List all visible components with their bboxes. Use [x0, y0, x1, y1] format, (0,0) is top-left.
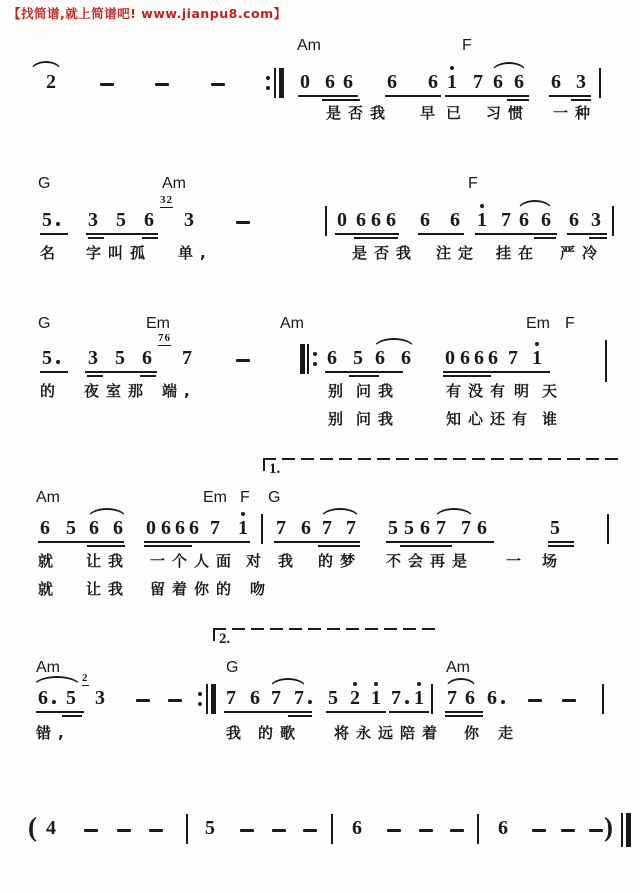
- dotted-note-dot: [52, 700, 56, 704]
- note-digit: 3: [88, 209, 98, 231]
- lyric-text: 将永远陪着: [334, 724, 445, 742]
- dotted-note-dot: [405, 700, 409, 704]
- lyric-text: 单,: [178, 244, 213, 262]
- note-digit: 6: [420, 209, 430, 231]
- note-digit: 6: [460, 347, 470, 369]
- beam-underline: [224, 711, 312, 713]
- duration-dash: [532, 829, 546, 832]
- lyric-text: 端,: [162, 382, 197, 400]
- beam-underline: [335, 233, 399, 235]
- duration-dash: [84, 829, 98, 832]
- note-digit: 6: [465, 687, 475, 709]
- note-digit: 7: [501, 209, 511, 231]
- beam-underline: [274, 541, 360, 543]
- barline: [186, 814, 188, 844]
- volta-label: 1.: [269, 461, 281, 477]
- tie-arc: [517, 200, 553, 211]
- note-digit: 1: [414, 687, 424, 709]
- barline: [431, 684, 433, 714]
- lyric-text: 名: [40, 244, 63, 262]
- repeat-dot: [198, 702, 202, 706]
- lyric-text: 我: [226, 724, 249, 742]
- tie-arc: [434, 508, 474, 519]
- lyric-text: 就: [38, 580, 61, 598]
- grace-notes: 32: [160, 194, 173, 206]
- lyric-text: 你: [464, 724, 487, 742]
- lyric-text: 让我: [86, 580, 131, 598]
- note-digit: 1: [238, 517, 248, 539]
- open-paren: (: [28, 812, 37, 842]
- beam-underline: [144, 545, 192, 547]
- note-digit: 6: [175, 517, 185, 539]
- repeat-end-sign: [279, 68, 284, 98]
- note-digit: 6: [420, 517, 430, 539]
- note-digit: 7: [461, 517, 471, 539]
- duration-dash: [419, 829, 433, 832]
- note-digit: 6: [38, 687, 48, 709]
- note-digit: 3: [95, 687, 105, 709]
- octave-dot: [241, 512, 245, 516]
- beam-underline: [86, 233, 158, 235]
- note-digit: 5: [115, 347, 125, 369]
- beam-underline: [36, 711, 84, 713]
- lyric-text: 不会再是: [386, 552, 475, 570]
- repeat-start-sign: [300, 344, 305, 374]
- beam-underline: [354, 237, 398, 239]
- octave-dot: [374, 682, 378, 686]
- note-digit: 0: [300, 71, 310, 93]
- note-digit: 6: [450, 209, 460, 231]
- beam-underline: [445, 715, 483, 717]
- duration-dash: [450, 829, 464, 832]
- dotted-note-dot: [56, 222, 60, 226]
- lyric-text: 的: [40, 382, 63, 400]
- grace-notes: 2: [82, 672, 89, 684]
- beam-underline: [589, 237, 607, 239]
- note-digit: 2: [350, 687, 360, 709]
- note-digit: 5: [42, 347, 52, 369]
- lyric-text: 明: [514, 382, 537, 400]
- duration-dash: [168, 699, 182, 702]
- lyric-text: 我: [278, 552, 301, 570]
- note-digit: 6: [301, 517, 311, 539]
- tie-arc: [269, 678, 307, 689]
- beam-underline: [88, 237, 104, 239]
- beam-underline: [62, 715, 82, 717]
- note-digit: 6: [514, 71, 524, 93]
- tie-arc: [87, 508, 127, 519]
- barline: [331, 814, 333, 844]
- duration-dash: [240, 829, 254, 832]
- note-digit: 5: [116, 209, 126, 231]
- duration-dash: [100, 83, 114, 86]
- lyric-text: 走: [498, 724, 521, 742]
- beam-underline: [349, 375, 379, 377]
- note-digit: 6: [352, 817, 362, 839]
- beam-underline: [140, 375, 156, 377]
- chord-label: F: [462, 37, 472, 54]
- tie-arc: [491, 62, 527, 73]
- chord-label: G: [38, 175, 51, 192]
- final-barline: [626, 813, 631, 847]
- barline: [607, 514, 609, 544]
- note-digit: 5: [353, 347, 363, 369]
- chord-label: Em: [203, 489, 227, 506]
- note-digit: 5: [550, 517, 560, 539]
- note-digit: 7: [473, 71, 483, 93]
- barline: [261, 514, 263, 544]
- lyric-text: 一: [506, 552, 529, 570]
- note-digit: 6: [493, 71, 503, 93]
- final-barline: [621, 813, 623, 847]
- beam-underline: [507, 99, 529, 101]
- note-digit: 6: [371, 209, 381, 231]
- note-digit: 6: [428, 71, 438, 93]
- barline: [605, 340, 607, 382]
- note-digit: 6: [144, 209, 154, 231]
- note-digit: 6: [519, 209, 529, 231]
- note-digit: 7: [322, 517, 332, 539]
- note-digit: 7: [391, 687, 401, 709]
- chord-label: Em: [526, 315, 550, 332]
- note-digit: 7: [210, 517, 220, 539]
- note-digit: 6: [250, 687, 260, 709]
- beam-underline: [208, 541, 250, 543]
- volta-bracket-tick: [263, 458, 265, 471]
- note-digit: 6: [386, 209, 396, 231]
- site-watermark: 【找简谱,就上简谱吧! www.jianpu8.com】: [8, 6, 287, 21]
- note-digit: 7: [294, 687, 304, 709]
- lyric-text: 知心还有: [446, 410, 535, 428]
- octave-dot: [480, 204, 484, 208]
- note-digit: 7: [447, 687, 457, 709]
- dotted-note-dot: [308, 700, 312, 704]
- beam-underline: [386, 541, 494, 543]
- duration-dash: [387, 829, 401, 832]
- note-digit: 5: [404, 517, 414, 539]
- beam-underline: [142, 237, 158, 239]
- note-digit: 4: [46, 817, 56, 839]
- note-digit: 7: [226, 687, 236, 709]
- lyric-text: 别: [328, 382, 351, 400]
- note-digit: 3: [591, 209, 601, 231]
- volta-label: 2.: [219, 631, 231, 647]
- duration-dash: [528, 699, 542, 702]
- beam-underline: [475, 233, 517, 235]
- beam-underline: [40, 233, 68, 235]
- repeat-start-sign: [307, 344, 309, 374]
- lyric-text: 字叫孤: [86, 244, 153, 262]
- duration-dash: [589, 829, 603, 832]
- note-digit: 3: [88, 347, 98, 369]
- beam-underline: [288, 715, 312, 717]
- beam-underline: [506, 371, 550, 373]
- lyric-text: 留着你的: [150, 580, 239, 598]
- chord-label: F: [565, 315, 575, 332]
- lyric-text: 的歌: [258, 724, 303, 742]
- beam-underline: [389, 711, 429, 713]
- beam-underline: [515, 233, 557, 235]
- note-digit: 6: [551, 71, 561, 93]
- note-digit: 6: [189, 517, 199, 539]
- chord-label: Am: [36, 659, 60, 676]
- lyric-text: 错,: [36, 724, 71, 742]
- lyric-text: 一种: [553, 104, 598, 122]
- note-digit: 6: [113, 517, 123, 539]
- beam-underline: [445, 711, 483, 713]
- note-digit: 7: [436, 517, 446, 539]
- note-digit: 6: [387, 71, 397, 93]
- note-digit: 6: [569, 209, 579, 231]
- beam-underline: [322, 99, 360, 101]
- note-digit: 5: [66, 687, 76, 709]
- chord-label: Am: [446, 659, 470, 676]
- duration-dash: [272, 829, 286, 832]
- lyric-text: 天: [542, 382, 565, 400]
- lyric-text: 问我: [356, 410, 401, 428]
- beam-underline: [298, 95, 358, 97]
- note-digit: 3: [184, 209, 194, 231]
- note-digit: 0: [146, 517, 156, 539]
- lyric-text: 一个人面: [150, 552, 239, 570]
- note-digit: 6: [325, 71, 335, 93]
- lyric-text: 早: [420, 104, 443, 122]
- note-digit: 7: [271, 687, 281, 709]
- note-digit: 6: [343, 71, 353, 93]
- duration-dash: [303, 829, 317, 832]
- note-digit: 1: [371, 687, 381, 709]
- repeat-dot: [198, 692, 202, 696]
- duration-dash: [236, 359, 250, 362]
- barline: [599, 68, 601, 98]
- barline: [602, 684, 604, 714]
- lyric-text: 吻: [250, 580, 273, 598]
- lyric-text: 问我: [356, 382, 401, 400]
- chord-label: F: [240, 489, 250, 506]
- beam-underline: [548, 545, 574, 547]
- lyric-text: 的梦: [318, 552, 363, 570]
- beam-underline: [87, 375, 103, 377]
- beam-underline: [443, 375, 491, 377]
- close-paren: ): [604, 812, 613, 842]
- duration-dash: [117, 829, 131, 832]
- beam-underline: [38, 541, 124, 543]
- volta-bracket: [213, 628, 437, 630]
- note-digit: 6: [356, 209, 366, 231]
- beam-underline: [144, 541, 208, 543]
- beam-underline: [318, 545, 360, 547]
- note-digit: 1: [477, 209, 487, 231]
- tie-arc: [320, 508, 360, 519]
- repeat-end-sign: [211, 684, 216, 714]
- lyric-text: 就: [38, 552, 61, 570]
- note-digit: 1: [447, 71, 457, 93]
- lyric-text: 对: [246, 552, 269, 570]
- note-digit: 5: [205, 817, 215, 839]
- beam-underline: [534, 237, 556, 239]
- octave-dot: [450, 66, 454, 70]
- beam-underline: [385, 95, 441, 97]
- lyric-text: 谁: [542, 410, 565, 428]
- beam-underline: [418, 233, 464, 235]
- note-digit: 6: [477, 517, 487, 539]
- volta-bracket: [263, 458, 622, 460]
- note-digit: 6: [401, 347, 411, 369]
- repeat-dot: [313, 352, 317, 356]
- beam-underline: [443, 371, 507, 373]
- note-digit: 7: [346, 517, 356, 539]
- chord-label: G: [268, 489, 281, 506]
- lyric-text: 挂在: [496, 244, 541, 262]
- lyric-text: 习惯: [486, 104, 531, 122]
- note-digit: 6: [541, 209, 551, 231]
- note-digit: 6: [327, 347, 337, 369]
- beam-underline: [400, 545, 452, 547]
- tie-arc: [445, 678, 477, 689]
- note-digit: 2: [46, 71, 56, 93]
- chord-label: Am: [280, 315, 304, 332]
- repeat-dot: [266, 76, 270, 80]
- grace-notes: 76: [158, 332, 171, 344]
- chord-label: Am: [162, 175, 186, 192]
- lyric-text: 让我: [86, 552, 131, 570]
- beam-underline: [40, 371, 68, 373]
- chord-label: G: [38, 315, 51, 332]
- duration-dash: [562, 699, 576, 702]
- duration-dash: [561, 829, 575, 832]
- duration-dash: [149, 829, 163, 832]
- chord-label: Am: [297, 37, 321, 54]
- note-digit: 6: [498, 817, 508, 839]
- lyric-text: 夜室那: [84, 382, 151, 400]
- barline: [325, 206, 327, 236]
- note-digit: 6: [487, 687, 497, 709]
- beam-underline: [489, 95, 529, 97]
- note-digit: 0: [445, 347, 455, 369]
- repeat-end-sign: [274, 68, 276, 98]
- duration-dash: [136, 699, 150, 702]
- note-digit: 7: [182, 347, 192, 369]
- duration-dash: [236, 221, 250, 224]
- chord-label: F: [468, 175, 478, 192]
- repeat-dot: [266, 86, 270, 90]
- volta-bracket-tick: [213, 628, 215, 641]
- beam-underline: [325, 371, 403, 373]
- note-digit: 6: [40, 517, 50, 539]
- duration-dash: [211, 83, 225, 86]
- dotted-note-dot: [56, 360, 60, 364]
- note-digit: 1: [532, 347, 542, 369]
- tie-arc: [373, 338, 415, 349]
- repeat-dot: [313, 362, 317, 366]
- octave-dot: [417, 682, 421, 686]
- beam-underline: [571, 99, 591, 101]
- duration-dash: [155, 83, 169, 86]
- beam-underline: [87, 545, 125, 547]
- lyric-text: 注定: [436, 244, 481, 262]
- note-digit: 6: [161, 517, 171, 539]
- note-digit: 5: [388, 517, 398, 539]
- note-digit: 0: [337, 209, 347, 231]
- lyric-text: 已: [446, 104, 469, 122]
- chord-label: Em: [146, 315, 170, 332]
- lyric-text: 场: [542, 552, 565, 570]
- note-digit: 6: [375, 347, 385, 369]
- chord-label: G: [226, 659, 239, 676]
- note-digit: 5: [66, 517, 76, 539]
- octave-dot: [535, 342, 539, 346]
- lyric-text: 严冷: [560, 244, 605, 262]
- lyric-text: 有没有: [446, 382, 513, 400]
- note-digit: 7: [508, 347, 518, 369]
- note-digit: 6: [488, 347, 498, 369]
- beam-underline: [567, 233, 607, 235]
- note-digit: 6: [474, 347, 484, 369]
- barline: [612, 206, 614, 236]
- beam-underline: [548, 541, 574, 543]
- note-digit: 6: [89, 517, 99, 539]
- note-digit: 3: [576, 71, 586, 93]
- note-digit: 5: [42, 209, 52, 231]
- note-digit: 5: [328, 687, 338, 709]
- dotted-note-dot: [501, 700, 505, 704]
- lyric-text: 是否我: [326, 104, 393, 122]
- note-digit: 7: [276, 517, 286, 539]
- beam-underline: [445, 95, 489, 97]
- lyric-text: 别: [328, 410, 351, 428]
- barline: [477, 814, 479, 844]
- lyric-text: 是否我: [352, 244, 419, 262]
- beam-underline: [549, 95, 591, 97]
- note-digit: 6: [142, 347, 152, 369]
- beam-underline: [85, 371, 157, 373]
- repeat-end-sign: [206, 684, 208, 714]
- octave-dot: [353, 682, 357, 686]
- tie-arc: [33, 676, 81, 687]
- chord-label: Am: [36, 489, 60, 506]
- beam-underline: [326, 711, 386, 713]
